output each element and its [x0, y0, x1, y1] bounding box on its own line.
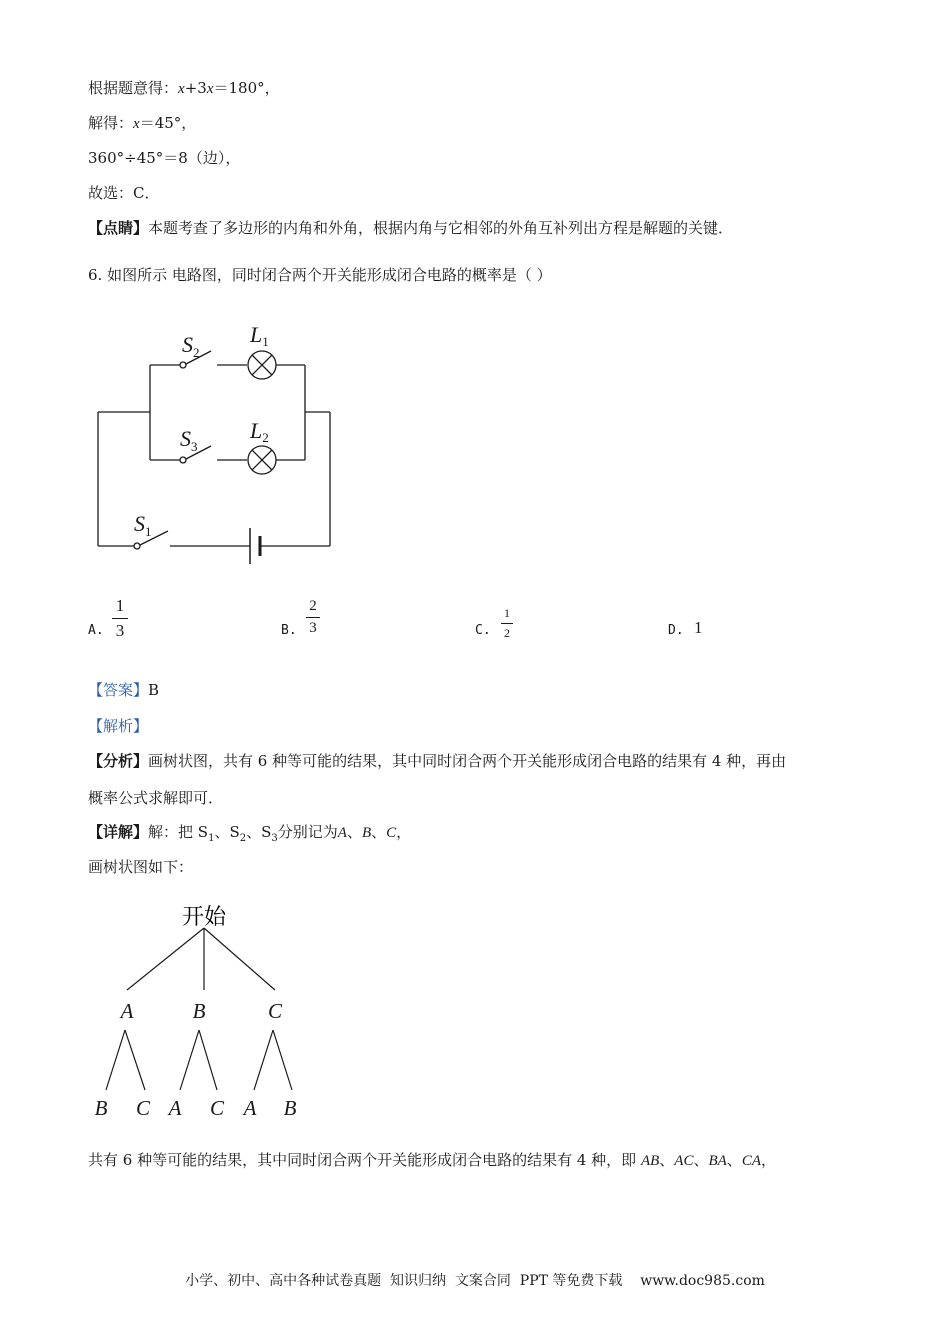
text: 、 — [659, 1151, 675, 1169]
text: 根据题意得： — [88, 79, 179, 97]
label-s2: $S_2$ — [182, 332, 200, 360]
var: A — [337, 825, 347, 841]
option-c-label: C. — [475, 623, 491, 638]
text: 、S — [214, 823, 240, 841]
answer-value: B — [148, 681, 160, 699]
result: AB — [640, 1153, 660, 1169]
analysis-heading: 【解析】 — [88, 717, 149, 735]
text: +3 — [184, 79, 207, 97]
text: 共有 6 种等可能的结果，其中同时闭合两个开关能形成闭合电路的结果有 4 种，即 — [88, 1151, 641, 1169]
label-l2: L2 — [250, 418, 269, 445]
tree-node-level1: C — [267, 999, 283, 1023]
detail-tag: 【详解】 — [88, 823, 149, 841]
tree-node-level2: B — [94, 1096, 108, 1120]
sub: 3 — [271, 833, 278, 844]
numerator: 2 — [309, 598, 317, 614]
tree-node-level1: A — [120, 999, 134, 1023]
answer-line — [88, 680, 159, 700]
solution-line-4: 故选：C． — [88, 184, 160, 202]
numerator: 1 — [504, 606, 510, 620]
tree-node-level2: A — [168, 1096, 182, 1120]
text: 、 — [346, 823, 362, 841]
text: ， — [396, 823, 412, 841]
label-l1: L1 — [250, 322, 269, 349]
denominator: 3 — [115, 621, 125, 640]
denominator: 3 — [309, 620, 317, 636]
tree-node-level1: B — [192, 999, 206, 1023]
tree-node-level2: A — [243, 1096, 257, 1120]
var-x: x — [178, 81, 185, 97]
question-text: 6. 如图所示 电路图，同时闭合两个开关能形成闭合电路的概率是（ ） — [88, 266, 552, 284]
result: BA — [708, 1153, 727, 1169]
sub: 1 — [208, 833, 215, 844]
tip-text: 本题考查了多边形的内角和外角，根据内角与它相邻的外角互补列出方程是解题的关键． — [148, 219, 734, 237]
text: 、 — [371, 823, 387, 841]
text: ， — [760, 1151, 776, 1169]
text: ＝45°， — [139, 114, 197, 132]
result: CA — [741, 1153, 761, 1169]
text: 解得： — [88, 114, 134, 132]
tree-intro: 画树状图如下： — [88, 858, 194, 876]
page-footer: 小学、初中、高中各种试卷真题 知识归纳 文案合同 PPT 等免费下载 www.doc985.com — [185, 1273, 765, 1289]
solution-line-3: 360°÷45°＝8（边）， — [88, 149, 241, 167]
option-d-value: 1 — [694, 618, 703, 637]
text: 解：把 S — [148, 823, 209, 841]
option-a-fraction — [112, 596, 128, 641]
option-b-label: B. — [281, 623, 297, 638]
text: 分别记为 — [277, 823, 338, 841]
tree-node-level2: C — [135, 1096, 151, 1120]
answer-tag: 【答案】 — [88, 681, 149, 699]
text: ＝180°， — [213, 79, 280, 97]
text: 、S — [246, 823, 272, 841]
analysis-line-1 — [88, 751, 786, 771]
fraction-bar — [112, 618, 128, 619]
text: 、 — [693, 1151, 709, 1169]
var-x: x — [133, 116, 140, 132]
tree-root: 开始 — [181, 905, 227, 930]
tip-tag: 【点睛】 — [88, 219, 149, 237]
option-a-label: A. — [88, 623, 104, 638]
fraction-bar — [306, 617, 320, 618]
circuit-diagram — [0, 0, 950, 600]
analysis-tag: 【分析】 — [88, 752, 149, 770]
label-s1: $S_1$ — [134, 511, 152, 539]
numerator: 1 — [115, 596, 125, 615]
analysis-text: 画树状图，共有 6 种等可能的结果，其中同时闭合两个开关能形成闭合电路的结果有 4 种，再由 — [148, 752, 787, 770]
conclusion-line — [88, 1150, 776, 1171]
var: B — [361, 825, 372, 841]
result: AC — [674, 1153, 694, 1169]
var: C — [386, 825, 397, 841]
fraction-bar — [501, 623, 513, 624]
tree-node-level2: C — [209, 1096, 225, 1120]
label-s3: $S_3$ — [180, 426, 198, 454]
tree-diagram — [0, 890, 400, 1130]
text: 、 — [726, 1151, 742, 1169]
detail-line — [88, 822, 411, 849]
denominator: 2 — [504, 626, 510, 640]
option-b-fraction — [306, 598, 320, 637]
sub: 2 — [239, 833, 247, 844]
tree-node-level2: B — [283, 1096, 297, 1120]
option-d-label: D. — [668, 623, 684, 638]
analysis-line-2: 概率公式求解即可． — [88, 789, 224, 807]
var-x: x — [206, 81, 214, 97]
option-c-fraction — [501, 606, 513, 641]
